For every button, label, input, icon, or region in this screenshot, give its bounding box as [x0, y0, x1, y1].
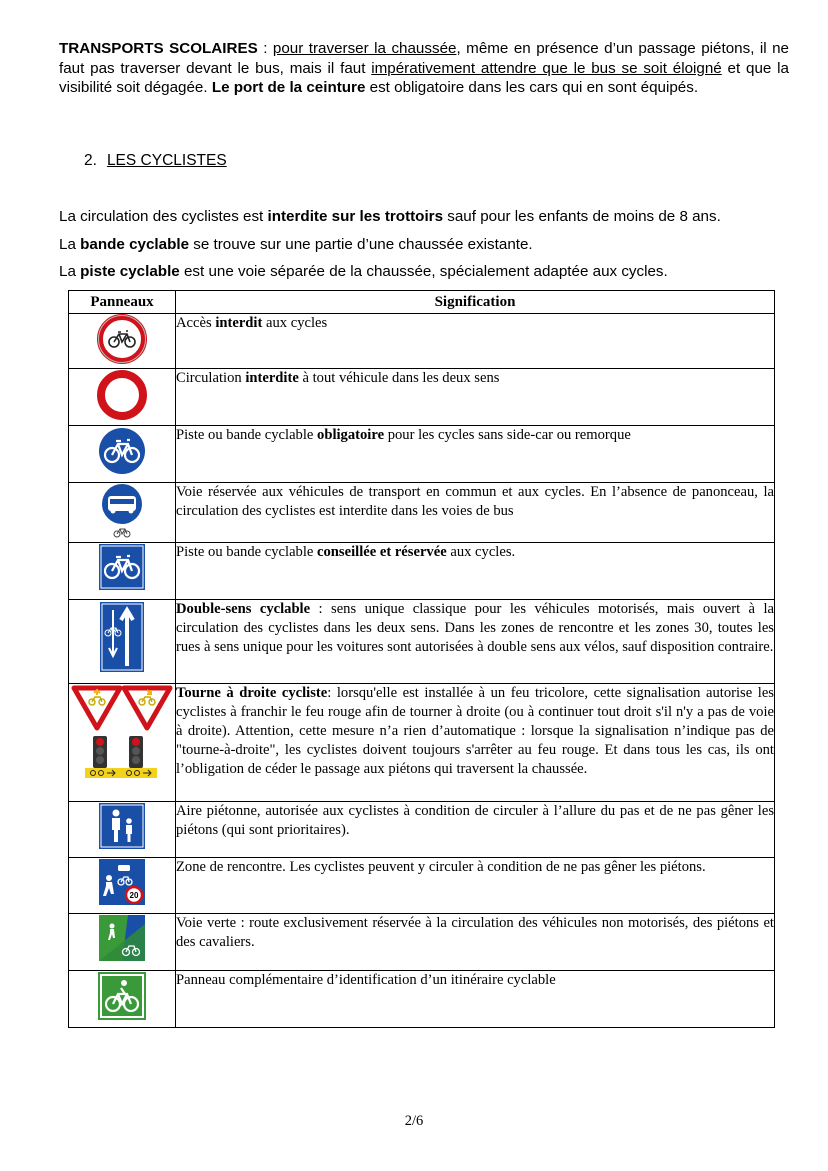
- table-row: [69, 483, 775, 543]
- school-transport-heading: TRANSPORTS SCOLAIRES: [59, 40, 258, 57]
- table-row: [69, 802, 775, 858]
- sign-cell: [69, 600, 176, 684]
- meaning-cell: [176, 369, 775, 426]
- meaning-cell: [176, 684, 775, 802]
- meaning-cell: [176, 543, 775, 600]
- paragraph-text: sauf pour les enfants de moins de 8 ans.: [443, 208, 721, 225]
- meaning-cell: [176, 314, 775, 369]
- paragraph-text: se trouve sur une partie d’une chaussée existante.: [189, 236, 533, 253]
- meaning-bold-text: obligatoire: [317, 427, 385, 443]
- speed-limit-number: 20: [129, 891, 139, 900]
- intro-text: est obligatoire dans les cars qui en sont équipés.: [365, 79, 699, 96]
- paragraph-cycle-lane: [59, 235, 533, 254]
- meaning-text: pour les cycles sans side-car ou remorque: [384, 427, 631, 443]
- meaning-bold-text: interdite: [245, 370, 299, 386]
- table-row: [69, 369, 775, 426]
- meaning-text: Piste ou bande cyclable: [176, 544, 318, 560]
- intro-text: :: [257, 40, 273, 57]
- meaning-cell: [176, 914, 775, 971]
- paragraph-bold-text: bande cyclable: [80, 236, 190, 253]
- table-row: [69, 858, 775, 914]
- meeting-zone-sign-icon: [98, 858, 146, 906]
- sign-cell: [69, 314, 176, 369]
- contraflow-cycle-sign-icon: [97, 600, 147, 674]
- meaning-text: à tout véhicule dans les deux sens: [298, 370, 500, 386]
- paragraph-text: La circulation des cyclistes est: [59, 208, 268, 225]
- meaning-text: : sens unique classique pour les véhicules motorisés, mais ouvert à la circulation des cyclistes dans les deux sens. Dans les zones de rencontre et les zones 30, toutes les rues à sens unique pour les voitures sont autorisées à double sens aux vélos, sauf disposition contraire.: [176, 601, 774, 655]
- intro-underlined-text: pour traverser la chaussée: [272, 40, 457, 57]
- sign-cell: [69, 802, 176, 858]
- meaning-text: Piste ou bande cyclable: [176, 427, 318, 443]
- meaning-cell: [176, 426, 775, 483]
- meaning-text: aux cycles: [262, 315, 328, 331]
- sign-cell: [69, 684, 176, 802]
- cycle-route-sign-icon: [97, 971, 147, 1021]
- meaning-bold-text: Double-sens cyclable: [176, 601, 311, 617]
- sign-cell: [69, 426, 176, 483]
- paragraph-text: est une voie séparée de la chaussée, spécialement adaptée aux cycles.: [179, 263, 668, 280]
- sign-cell: [69, 971, 176, 1028]
- school-transport-paragraph: [59, 39, 789, 98]
- meaning-text: Voie réservée aux véhicules de transport en commun et aux cycles. En l’absence de panonceau, la circulation des cyclistes est interdite dans les voies de bus: [176, 484, 774, 519]
- meaning-text: : lorsqu'elle est installée à un feu tricolore, cette signalisation autorise les cyclistes à franchir le feu rouge afin de tourner à droite (ou à continuer tout droit s'il n'y a pas de voie à droite). Attention, cette mesure n’a rien d’automatique : lorsque la signalisation n’indique pas de "tourne-à-droite", les cyclistes doivent toujours s'arrêter au feu rouge. Et dans tous les cas, ils ont l’obligation de céder le passage aux piétons qui traversent la chaussée.: [176, 685, 774, 777]
- sign-cell: [69, 369, 176, 426]
- table-row: [69, 600, 775, 684]
- sign-cell: [69, 543, 176, 600]
- table-row: [69, 971, 775, 1028]
- page-number: 2/6: [404, 1113, 424, 1129]
- meaning-text: Accès: [176, 315, 216, 331]
- table-row: [69, 543, 775, 600]
- paragraph-bold-text: piste cyclable: [80, 263, 180, 280]
- meaning-cell: [176, 858, 775, 914]
- recommended-cycle-path-sign-icon: [98, 543, 146, 591]
- table-row: [69, 684, 775, 802]
- meaning-text: Circulation: [176, 370, 246, 386]
- pedestrian-zone-sign-icon: [98, 802, 146, 850]
- paragraph-text: La: [59, 236, 81, 253]
- paragraph-sidewalk-rule: [59, 207, 721, 226]
- cyclist-right-turn-sign-icon: [71, 684, 173, 780]
- paragraph-text: La: [59, 263, 81, 280]
- meaning-bold-text: Tourne à droite cycliste: [176, 685, 328, 701]
- mandatory-cycle-path-sign-icon: [97, 426, 147, 476]
- no-vehicles-sign-icon: [96, 369, 148, 421]
- intro-bold-text: Le port de la ceinture: [211, 79, 366, 96]
- greenway-sign-icon: [98, 914, 146, 962]
- meaning-text: Panneau complémentaire d’identification d’un itinéraire cyclable: [176, 972, 556, 988]
- intro-underlined-text: impérativement attendre que le bus se soit éloigné: [371, 59, 722, 77]
- header-signs: Panneaux: [69, 291, 176, 314]
- meaning-cell: [176, 600, 775, 684]
- meaning-text: Aire piétonne, autorisée aux cyclistes à condition de circuler à l’allure du pas et de ne pas gêner les piétons (qui sont prioritaires).: [176, 803, 774, 838]
- meaning-bold-text: conseillée et réservée: [317, 544, 447, 560]
- meaning-cell: [176, 802, 775, 858]
- meaning-text: Voie verte : route exclusivement réservée à la circulation des véhicules non motorisés, des piétons et des cavaliers.: [176, 915, 774, 950]
- sign-cell: [69, 914, 176, 971]
- header-meaning: Signification: [176, 291, 775, 314]
- paragraph-cycle-track: [59, 262, 668, 281]
- table-row: [69, 314, 775, 369]
- bus-lane-sign-icon: [97, 483, 147, 539]
- signs-table: [68, 290, 775, 1028]
- table-header-row: [69, 291, 775, 314]
- sign-cell: [69, 858, 176, 914]
- table-row: [69, 426, 775, 483]
- section-heading: [84, 152, 227, 170]
- section-title: LES CYCLISTES: [106, 152, 227, 169]
- section-number: 2.: [84, 152, 97, 169]
- table-row: [69, 914, 775, 971]
- intro-text: et que la visibilité soit dégagée.: [59, 59, 789, 96]
- no-bicycles-sign-icon: [97, 314, 147, 364]
- paragraph-bold-text: interdite sur les trottoirs: [267, 208, 444, 225]
- meaning-text: Zone de rencontre. Les cyclistes peuvent y circuler à condition de ne pas gêner les piétons.: [176, 859, 706, 875]
- meaning-text: aux cycles.: [446, 544, 516, 560]
- meaning-cell: [176, 971, 775, 1028]
- sign-cell: [69, 483, 176, 543]
- intro-text: , même en présence d’un passage piétons, il ne faut pas traverser devant le bus, mais il faut: [59, 40, 790, 77]
- meaning-cell: [176, 483, 775, 543]
- meaning-bold-text: interdit: [215, 315, 263, 331]
